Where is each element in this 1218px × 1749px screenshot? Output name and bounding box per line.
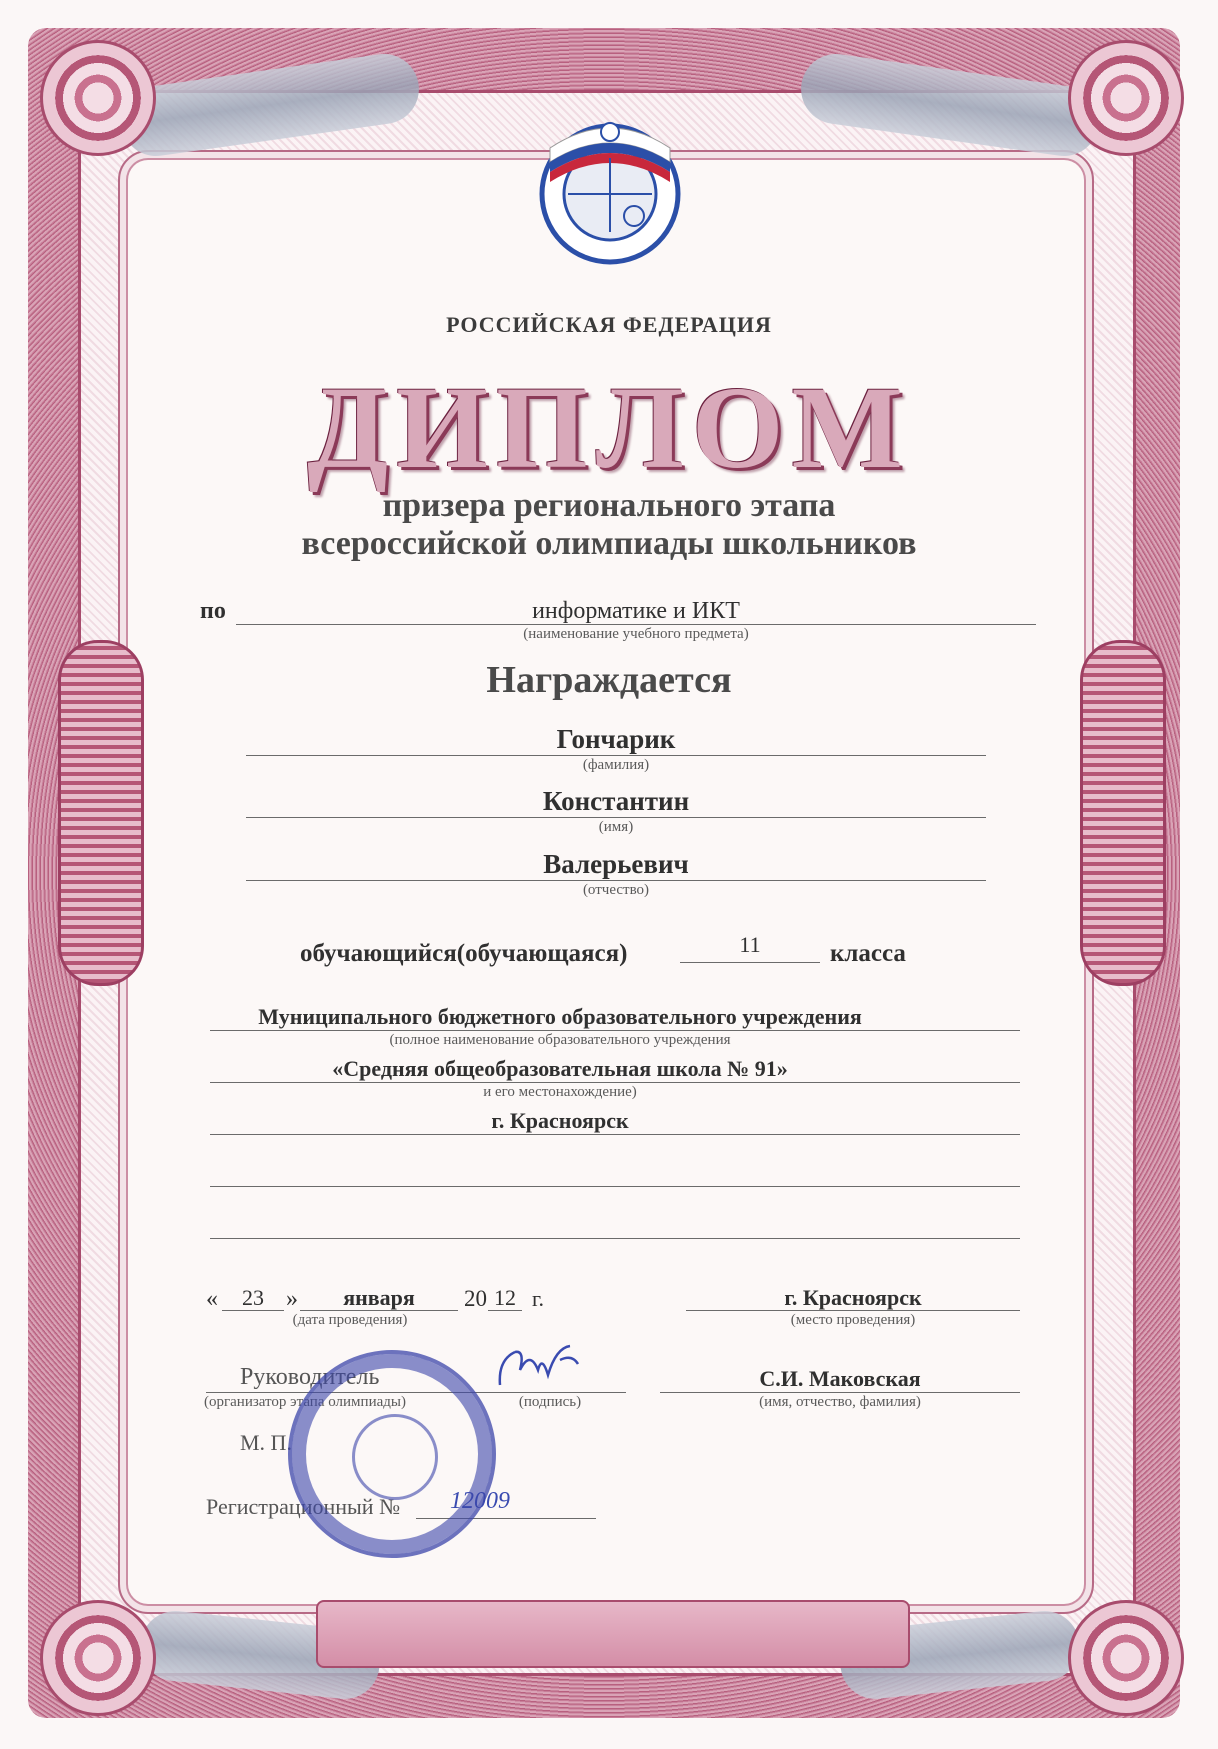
- date-year-unit: г.: [532, 1286, 545, 1311]
- date-year-suffix: 12: [494, 1285, 516, 1310]
- registration-label: Регистрационный №: [206, 1494, 401, 1519]
- grade-suffix: класса: [830, 940, 906, 967]
- corner-rosette-icon: [1068, 1600, 1184, 1716]
- diploma-title: ДИПЛОМ: [307, 362, 911, 493]
- name-line: [246, 817, 986, 818]
- institution-line1: [210, 1030, 1020, 1031]
- patronymic-value: Валерьевич: [543, 849, 689, 879]
- institution-name-line1: Муниципального бюджетного образовательного учреждения: [258, 1004, 862, 1029]
- date-caption: (дата проведения): [292, 1312, 408, 1328]
- patronymic-caption: (отчество): [582, 882, 650, 898]
- institution-name-line2: «Средняя общеобразовательная школа № 91»: [332, 1056, 788, 1081]
- corner-rosette-icon: [1068, 40, 1184, 156]
- institution-caption2: и его местонахождение): [483, 1084, 637, 1100]
- coat-of-arms-icon: [352, 1414, 438, 1500]
- role-caption: (организатор этапа олимпиады): [204, 1394, 406, 1410]
- place-value: г. Красноярск: [784, 1285, 922, 1310]
- corner-rosette-icon: [40, 1600, 156, 1716]
- blank-line: [210, 1186, 1020, 1187]
- handwritten-signature-icon: [490, 1330, 590, 1410]
- institution-caption1: (полное наименование образовательного учреждения: [389, 1032, 731, 1048]
- subject-prefix: по: [200, 598, 226, 624]
- date-day: 23: [242, 1285, 264, 1310]
- place-caption: (место проведения): [790, 1312, 916, 1328]
- official-stamp-icon: [288, 1350, 496, 1558]
- patronymic-line: [246, 880, 986, 881]
- signatory-name: С.И. Маковская: [759, 1366, 921, 1391]
- surname-value: Гончарик: [556, 724, 676, 754]
- grade-line: [680, 962, 820, 963]
- date-close-quote: »: [286, 1286, 298, 1312]
- corner-rosette-icon: [40, 40, 156, 156]
- institution-line2: [210, 1082, 1020, 1083]
- institution-location: г. Красноярск: [491, 1108, 629, 1133]
- signatory-role: Руководитель: [240, 1364, 380, 1390]
- date-open-quote: «: [206, 1286, 218, 1312]
- grade-prefix: обучающийся(обучающаяся): [300, 940, 628, 967]
- registration-number: 12009: [450, 1488, 510, 1514]
- country-heading: РОССИЙСКАЯ ФЕДЕРАЦИЯ: [446, 312, 772, 337]
- bottom-decorative-panel: [316, 1600, 910, 1668]
- name-line: [660, 1392, 1020, 1393]
- surname-line: [246, 755, 986, 756]
- subtitle-line2: всероссийской олимпиады школьников: [301, 525, 917, 562]
- subject-value: информатике и ИКТ: [532, 598, 740, 624]
- date-month: января: [343, 1285, 415, 1310]
- institution-line3: [210, 1134, 1020, 1135]
- signatory-name-caption: (имя, отчество, фамилия): [759, 1394, 921, 1410]
- blank-line: [210, 1238, 1020, 1239]
- name-caption: (имя): [598, 819, 634, 835]
- date-year-prefix: 20: [464, 1286, 487, 1311]
- awarded-label: Награждается: [486, 659, 732, 701]
- surname-caption: (фамилия): [582, 757, 650, 773]
- subject-caption: (наименование учебного предмета): [523, 626, 749, 642]
- seal-label: М. П.: [240, 1430, 292, 1455]
- olympiad-logo: [530, 108, 690, 268]
- name-value: Константин: [542, 786, 690, 816]
- subtitle-line1: призера регионального этапа: [382, 487, 836, 524]
- signature-caption: (подпись): [518, 1394, 582, 1410]
- grade-value: 11: [739, 932, 761, 957]
